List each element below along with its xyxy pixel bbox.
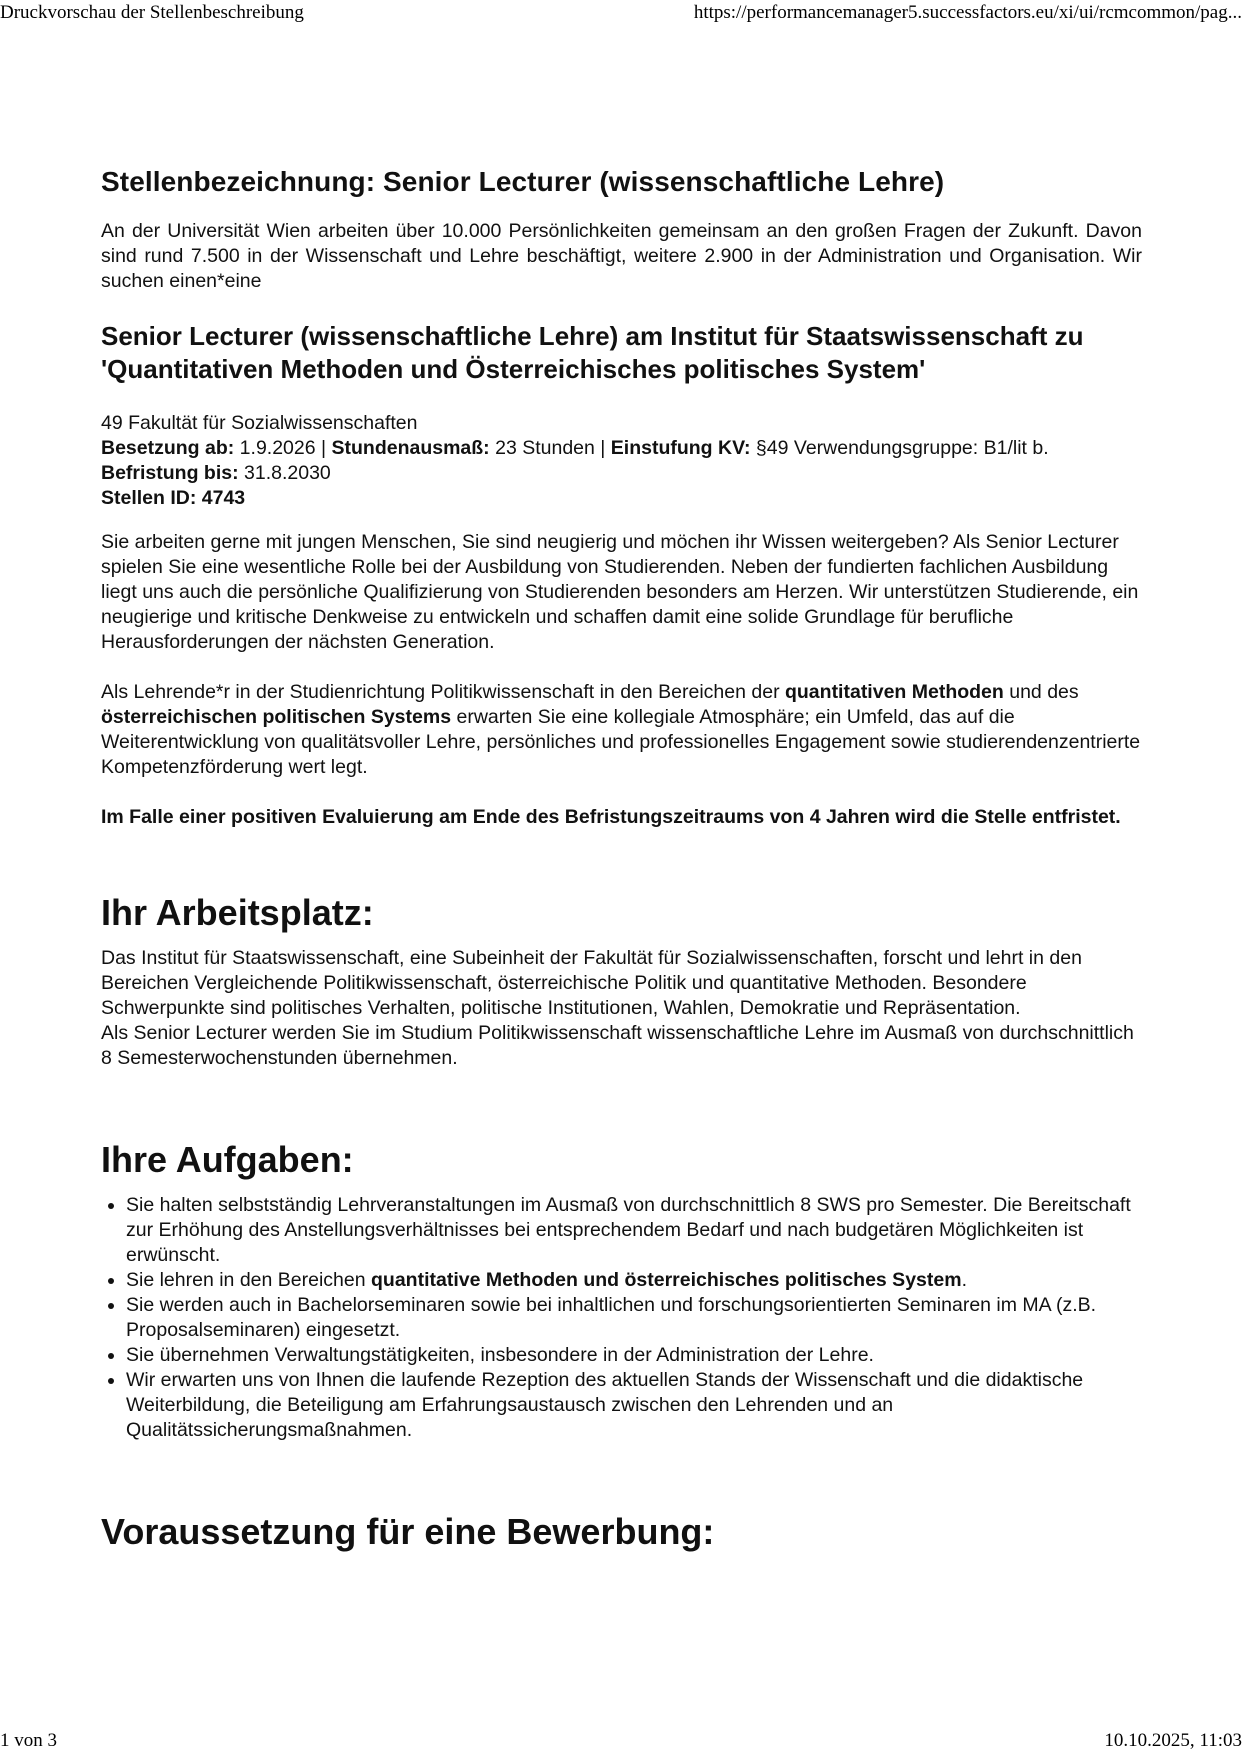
workplace-text-1: Das Institut für Staatswissenschaft, eine Subeinheit der Fakultät für Sozialwissenschaften, forscht und lehrt in den Bereichen Vergleichende Politikwissenschaft, österreichische Politik und quantitative Methoden. Besondere Schwerpunkte sind politisches Verhalten, politische Institutionen, Wahlen, Demokratie und Repräsentation. xyxy=(101,947,1082,1019)
fixed-term xyxy=(101,461,1142,486)
emphasis: quantitative Methoden und österreichisches politisches System xyxy=(371,1269,962,1291)
text: Sie lehren in den Bereichen xyxy=(126,1269,371,1291)
start-label: Besetzung ab: xyxy=(101,437,235,459)
job-meta xyxy=(101,411,1142,511)
print-footer xyxy=(0,1728,1242,1754)
job-id xyxy=(101,486,1142,511)
emphasis: quantitativen Methoden xyxy=(784,681,1004,703)
workplace-text-2: Als Senior Lecturer werden Sie im Studium Politikwissenschaft wissenschaftliche Lehre im Ausmaß von durchschnittlich 8 Semesterwochenstunden übernehmen. xyxy=(101,1022,1134,1069)
text: erwarten Sie eine kollegiale Atmosphäre; ein Umfeld, das auf die Weiterentwicklung von qualitätsvoller Lehre, persönliches und professionelles Engagement sowie studierendenzentrierte Kompetenzförderung wert legt. xyxy=(101,706,1141,778)
position-subtitle: Senior Lecturer (wissenschaftliche Lehre) am Institut für Staatswissenschaft zu 'Quantitativen Methoden und Österreichisches politisches System' xyxy=(101,321,1084,384)
print-page-title: Druckvorschau der Stellenbeschreibung xyxy=(0,2,304,23)
list-item: • Sie werden auch in Bachelorseminaren sowie bei inhaltlichen und forschungsorientierten Seminaren im MA (z.B. Proposalseminaren) eingesetzt. xyxy=(126,1293,1142,1343)
job-description xyxy=(101,165,1142,1565)
limit-label: Befristung bis: xyxy=(101,462,239,484)
list-item xyxy=(126,1268,1142,1293)
text: . xyxy=(961,1269,967,1291)
print-header xyxy=(0,0,1242,26)
job-terms xyxy=(101,436,1142,461)
limit-value: 31.8.2030 xyxy=(238,462,331,484)
emphasis: österreichischen politischen Systems xyxy=(101,706,452,728)
description-paragraph-1: Sie arbeiten gerne mit jungen Menschen, Sie sind neugierig und möchen ihr Wissen weitergeben? Als Senior Lecturer spielen Sie eine wesentliche Rolle bei der Ausbildung von Studierenden. Neben der fundierten fachlichen Ausbildung liegt uns auch die persönliche Qualifizierung von Studierenden besonders am Herzen. Wir unterstützen Studierende, ein neugierige und kritische Denkweise zu entwickeln und schaffen damit eine solide Grundlage für berufliche Herausforderungen der nächsten Generation. xyxy=(101,531,1139,653)
requirements-heading: Voraussetzung für eine Bewerbung: xyxy=(101,1511,715,1552)
tasks-heading: Ihre Aufgaben: xyxy=(101,1139,354,1180)
evaluation-note xyxy=(101,805,1142,830)
evaluation-note-text: Im Falle einer positiven Evaluierung am Ende des Befristungszeitraums von 4 Jahren wird die Stelle entfristet. xyxy=(101,806,1121,828)
intro-paragraph: An der Universität Wien arbeiten über 10.000 Persönlichkeiten gemeinsam an den großen Fragen der Zukunft. Davon sind rund 7.500 in der Wissenschaft und Lehre beschäftigt, weitere 2.900 in der Administration und Organisation. Wir suchen einen*eine xyxy=(101,220,1142,292)
grade-label: Einstufung KV: xyxy=(610,437,751,459)
hours-value: 23 Stunden | xyxy=(489,437,611,459)
description-paragraph-2 xyxy=(101,680,1142,780)
list-item: • Wir erwarten uns von Ihnen die laufende Rezeption des aktuellen Stands der Wissenschaft und die didaktische Weiterbildung, die Beteiligung am Erfahrungsaustausch zwischen den Lehrenden und an Qualitätssicherungsmaßnahmen. xyxy=(126,1368,1142,1443)
list-item: • Sie halten selbstständig Lehrveranstaltungen im Ausmaß von durchschnittlich 8 SWS pro Semester. Die Bereitschaft zur Erhöhung des Anstellungsverhältnisses bei entsprechendem Bedarf und nach budgetären Möglichkeiten ist erwünscht. xyxy=(126,1193,1142,1268)
start-value: 1.9.2026 | xyxy=(234,437,332,459)
print-datetime: 10.10.2025, 11:03 xyxy=(1104,1730,1242,1751)
page-number: 1 von 3 xyxy=(0,1730,57,1751)
text: und des xyxy=(1003,681,1079,703)
faculty: 49 Fakultät für Sozialwissenschaften xyxy=(101,412,418,434)
hours-label: Stundenausmaß: xyxy=(331,437,490,459)
workplace-heading: Ihr Arbeitsplatz: xyxy=(101,892,374,933)
text: Als Lehrende*r in der Studienrichtung Politikwissenschaft in den Bereichen der xyxy=(101,681,785,703)
job-id-value: Stellen ID: 4743 xyxy=(101,487,246,509)
grade-value: §49 Verwendungsgruppe: B1/lit b. xyxy=(750,437,1049,459)
list-item: • Sie übernehmen Verwaltungstätigkeiten, insbesondere in der Administration der Lehre. xyxy=(126,1343,1142,1368)
job-title: Stellenbezeichnung: Senior Lecturer (wissenschaftliche Lehre) xyxy=(101,166,945,197)
print-page-url: https://performancemanager5.successfactors.eu/xi/ui/rcmcommon/pag... xyxy=(693,2,1242,23)
tasks-list xyxy=(101,1193,1142,1443)
